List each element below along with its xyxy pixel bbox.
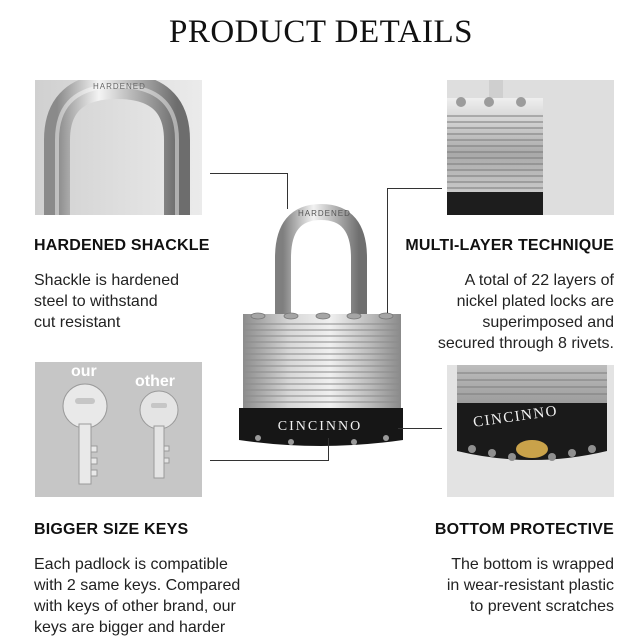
layers-description (384, 270, 614, 354)
padlock-image (236, 200, 404, 450)
page-title: PRODUCT DETAILS (168, 14, 474, 50)
padlock-shackle-engraving: HARDENED (298, 209, 351, 218)
padlock-brand-text: CINCINNO (277, 419, 363, 434)
connector-keys-h (210, 460, 328, 461)
bottom-closeup-image (447, 365, 614, 497)
keys-desc-line: with 2 same keys. Compared (34, 577, 241, 594)
layers-closeup-image (447, 80, 614, 215)
connector-shackle (210, 173, 288, 174)
bottom-desc-line: in wear-resistant plastic (446, 577, 614, 594)
bottom-desc-line: to prevent scratches (469, 598, 614, 615)
bottom-heading: BOTTOM PROTECTIVE (434, 521, 614, 538)
connector-shackle-drop (287, 173, 288, 209)
layers-desc-line: superimposed and (482, 314, 614, 331)
keys-desc-line: keys are bigger and harder (34, 619, 226, 636)
shackle-desc-line: steel to withstand (34, 293, 158, 310)
shackle-engraving: HARDENED (93, 82, 146, 91)
layers-desc-line: A total of 22 layers of (464, 272, 614, 289)
layers-desc-line: secured through 8 rivets. (437, 335, 614, 352)
keys-comparison-image (35, 362, 202, 497)
connector-layers-h (387, 188, 442, 189)
shackle-desc-line: cut resistant (34, 314, 121, 331)
layers-heading: MULTI-LAYER TECHNIQUE (405, 237, 614, 254)
connector-bottom (398, 428, 442, 429)
key-label-our: our (71, 363, 97, 380)
keys-desc-line: Each padlock is compatible (34, 556, 228, 573)
keys-description (34, 554, 294, 638)
keys-heading: BIGGER SIZE KEYS (34, 521, 189, 538)
bottom-description (384, 554, 614, 617)
keys-desc-line: with keys of other brand, our (34, 598, 236, 615)
shackle-description (34, 270, 234, 333)
bottom-brand-text: CINCINNO (472, 403, 559, 431)
shackle-closeup-image (35, 80, 202, 215)
key-label-other: other (135, 373, 175, 390)
shackle-desc-line: Shackle is hardened (34, 272, 179, 289)
shackle-heading: HARDENED SHACKLE (34, 237, 210, 254)
connector-keys-v (328, 438, 329, 461)
bottom-desc-line: The bottom is wrapped (451, 556, 614, 573)
layers-desc-line: nickel plated locks are (456, 293, 614, 310)
